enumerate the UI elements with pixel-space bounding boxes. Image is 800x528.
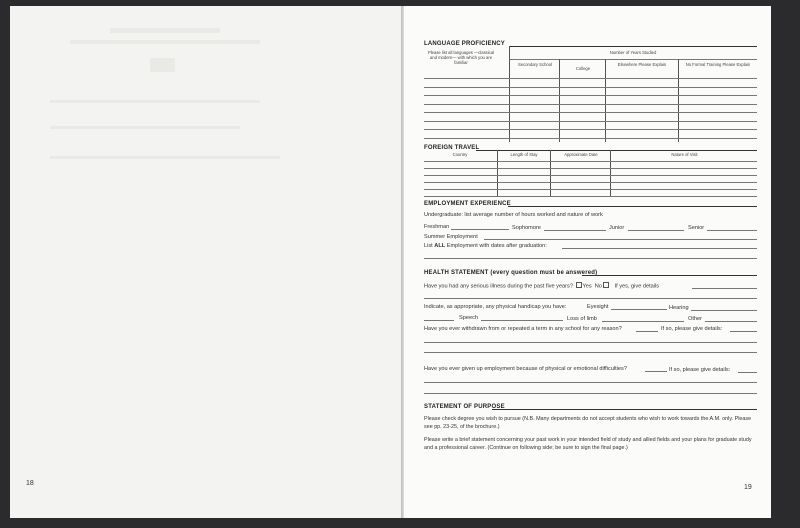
bleed-through-block <box>110 28 220 33</box>
withdrawn-line <box>636 331 658 332</box>
years-studied-header: Number of Years Studied <box>609 50 657 55</box>
list-all-line <box>562 248 757 249</box>
page-number: 19 <box>744 484 752 491</box>
speech-lead-line <box>424 320 454 321</box>
answer-line <box>424 298 757 299</box>
table-row-line <box>424 112 757 113</box>
bleed-through-block <box>50 100 260 103</box>
junior-label: Junior <box>609 225 625 231</box>
no-label: No <box>594 283 602 290</box>
employment-question: Have you ever given up employment because of physical or emotional difficulties? <box>424 366 627 372</box>
table-row-line <box>424 168 757 169</box>
hearing-label: Hearing <box>669 305 689 311</box>
bleed-through-block <box>50 156 280 159</box>
section-rule <box>509 46 757 47</box>
eyesight-label: Eyesight <box>587 304 609 310</box>
illness-question <box>424 282 659 290</box>
table-row-line <box>424 95 757 96</box>
table-row-line <box>424 121 757 122</box>
list-all-label <box>424 243 547 249</box>
yes-checkbox[interactable] <box>576 282 582 288</box>
section-title-purpose: STATEMENT OF PURPOSE <box>424 404 505 410</box>
table-row-line <box>424 87 757 88</box>
withdrawn-details-label: If so, please give details: <box>661 326 723 332</box>
withdrawn-question: Have you ever withdrawn from or repeated a term in any school for any reason? <box>424 326 622 332</box>
left-page <box>10 6 402 518</box>
speech-line <box>481 320 563 321</box>
bleed-through-block <box>150 58 175 72</box>
answer-line <box>424 342 757 343</box>
bleed-through-block <box>50 126 240 129</box>
section-title-health: HEALTH STATEMENT (every question must be answered) <box>424 270 598 276</box>
section-title-language: LANGUAGE PROFICIENCY <box>424 41 506 47</box>
page-number: 18 <box>26 480 34 487</box>
table-row-line <box>424 175 757 176</box>
table-row-line <box>424 138 757 139</box>
loss-of-limb-line <box>602 321 684 322</box>
list-all-pre: List <box>424 243 433 249</box>
column-divider <box>509 46 510 142</box>
freshman-line <box>451 229 509 230</box>
employment-q-line <box>645 371 667 372</box>
sophomore-line <box>544 230 606 231</box>
section-title-travel: FOREIGN TRAVEL <box>424 145 480 151</box>
bleed-through-block <box>70 40 260 44</box>
employment-details-label: If so, please give details: <box>669 367 731 373</box>
speech-label: Speech <box>459 315 478 321</box>
no-checkbox[interactable] <box>603 282 609 288</box>
employment-details-line <box>738 372 757 373</box>
column-header-nature: Nature of Visit <box>671 152 698 157</box>
section-rule <box>492 409 757 410</box>
if-yes-label: If yes, give details <box>614 283 660 290</box>
table-row-line <box>424 161 757 162</box>
illness-question-text: Have you had any serious illness during the past five years? <box>424 283 573 290</box>
column-header-no-formal: No Formal Training Please Explain <box>685 62 751 67</box>
answer-line <box>424 352 757 353</box>
if-yes-line <box>692 288 757 289</box>
other-line <box>705 321 757 322</box>
sophomore-label: Sophomore <box>512 225 541 231</box>
eyesight-line <box>611 309 667 310</box>
list-all-bold: ALL <box>434 243 446 249</box>
table-row-line <box>424 189 757 190</box>
header-rule <box>509 59 757 60</box>
senior-line <box>707 230 757 231</box>
section-rule <box>476 150 757 151</box>
answer-line <box>424 258 757 259</box>
right-page <box>404 6 771 518</box>
purpose-statement-instructions: Please write a brief statement concerning your past work in your intended field of study and allied fields and your plans for graduate study and a professional career. (Continue on following side; be sure to sign the final page.) <box>424 437 752 451</box>
table-row-line <box>424 104 757 105</box>
summer-line <box>484 239 757 240</box>
section-title-employment: EMPLOYMENT EXPERIENCE <box>424 201 511 207</box>
handicap-label: Indicate, as appropriate, any physical handicap you have: <box>424 304 567 310</box>
yes-label: Yes <box>582 283 592 290</box>
column-header-secondary: Secondary School <box>518 62 552 67</box>
purpose-degree-instructions: Please check degree you wish to pursue (N.B. Many departments do not accept students who wish to work towards the A.M. only. Please see pp. 23-25, of the brochure.) <box>424 416 752 430</box>
table-row-line <box>424 182 757 183</box>
undergrad-instructions: Undergraduate: list average number of hours worked and nature of work <box>424 212 603 218</box>
answer-line <box>424 393 757 394</box>
table-row-line <box>424 78 757 79</box>
table-row-line <box>424 129 757 130</box>
language-column-note: Please list all languages —classical and modern— with which you are familiar <box>427 50 495 65</box>
other-label: Other <box>688 316 702 322</box>
column-header-college: College <box>575 66 591 71</box>
section-rule <box>508 206 757 207</box>
withdrawn-details-line <box>730 331 757 332</box>
list-all-post: Employment with dates after graduation: <box>446 243 547 249</box>
answer-line <box>424 382 757 383</box>
summer-label: Summer Employment <box>424 234 478 240</box>
table-row-line <box>424 196 757 197</box>
column-header-elsewhere: Elsewhere Please Explain <box>617 62 667 67</box>
hearing-line <box>691 310 757 311</box>
loss-of-limb-label: Loss of limb <box>567 316 597 322</box>
freshman-label: Freshman <box>424 224 450 230</box>
senior-label: Senior <box>688 225 705 231</box>
junior-line <box>628 230 684 231</box>
column-header-date: Approximate Date <box>564 152 598 157</box>
column-header-length: Length of Stay <box>510 152 538 157</box>
column-header-country: Country <box>452 152 468 157</box>
section-rule <box>582 275 757 276</box>
